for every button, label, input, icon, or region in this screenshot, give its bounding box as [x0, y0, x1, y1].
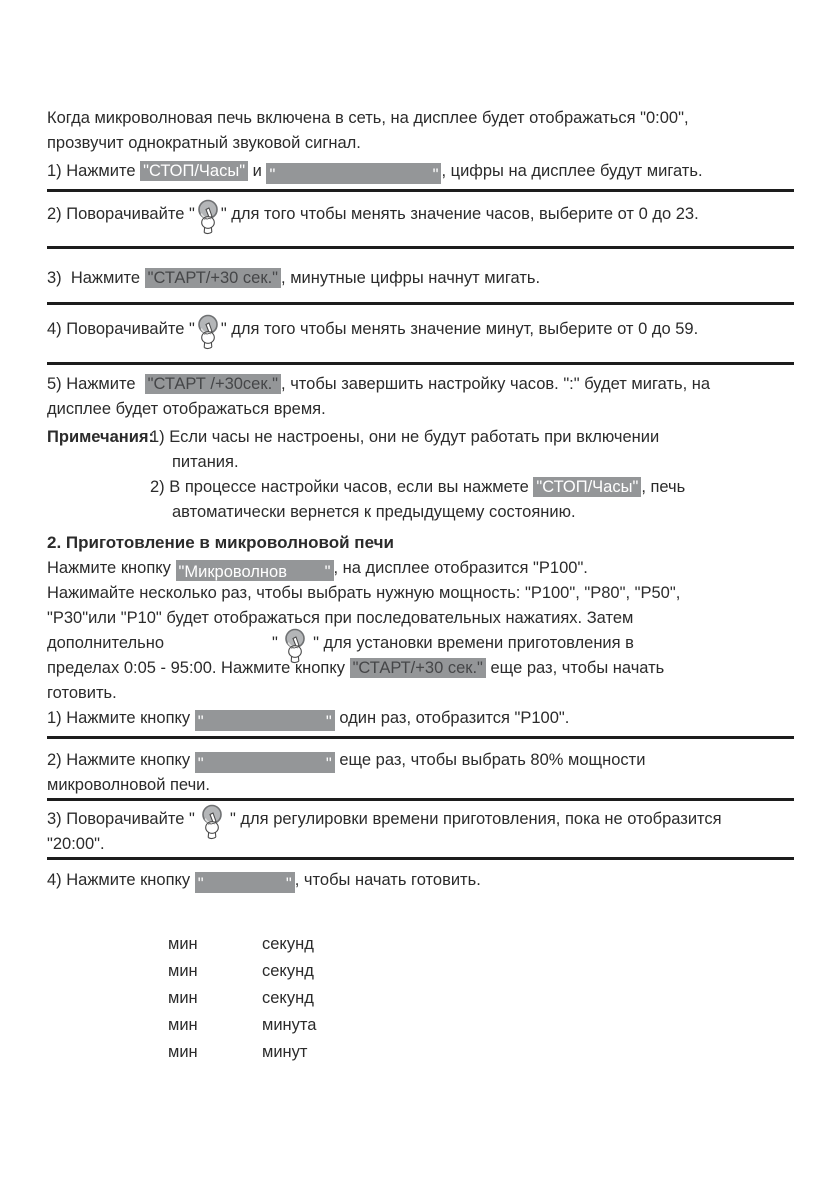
- clock-step-1: [47, 159, 794, 184]
- paragraph-line: Нажимайте несколько раз, чтобы выбрать нужную мощность: "P100", "P80", "P50",: [47, 584, 681, 602]
- step-text: 2) Поворачивайте ": [47, 205, 195, 223]
- word-cell: секунд: [262, 989, 314, 1007]
- note-text: питания.: [172, 453, 239, 471]
- quote-close: ": [325, 755, 332, 773]
- button-chip-blank: [195, 710, 335, 731]
- step-text: , цифры на дисплее будут мигать.: [441, 162, 703, 180]
- quote-close: ": [325, 713, 332, 731]
- divider: [47, 362, 794, 365]
- cook-step-2-wrap: микроволновой печи.: [47, 776, 210, 794]
- notes-label: Примечания:: [47, 428, 155, 446]
- step-text: и: [248, 162, 267, 180]
- cook-step-3-wrap: "20:00".: [47, 835, 105, 853]
- rotary-knob-icon: [282, 634, 308, 654]
- step-text: 3) Нажмите: [47, 269, 145, 287]
- step-text: , чтобы начать готовить.: [294, 871, 481, 889]
- divider: [47, 246, 794, 249]
- step-text: " для того чтобы менять значение минут, выберите от 0 до 59.: [220, 320, 699, 338]
- para-text: пределах 0:05 - 95:00. Нажмите кнопку: [47, 659, 350, 677]
- step-text: 1) Нажмите: [47, 162, 141, 180]
- intro-line-2: прозвучит однократный звуковой сигнал.: [47, 134, 361, 152]
- step-text: " для того чтобы менять значение часов, выберите от 0 до 23.: [220, 205, 699, 223]
- quote-close: ": [324, 563, 331, 581]
- cook-step-4: [47, 868, 794, 893]
- cook-step-3: [47, 807, 794, 832]
- word-cell: мин: [168, 989, 198, 1007]
- rotary-knob-icon: [195, 205, 221, 225]
- para-text: , на дисплее отобразится "P100".: [333, 559, 588, 577]
- word-row: [168, 931, 794, 958]
- notes-section: [47, 425, 794, 525]
- divider: [47, 189, 794, 192]
- paragraph-line: [47, 556, 794, 581]
- word-cell: мин: [168, 935, 198, 953]
- step-text: один раз, отобразится "P100".: [334, 709, 570, 727]
- word-row: [168, 958, 794, 985]
- button-chip-stop-clock: "СТОП/Часы": [533, 477, 641, 497]
- note-text: автоматически вернется к предыдущему состоянию.: [172, 503, 576, 521]
- para-text: еще раз, чтобы начать: [485, 659, 665, 677]
- paragraph-line: "P30"или "P10" будет отображаться при последовательных нажатиях. Затем: [47, 609, 634, 627]
- clock-step-5-wrap: дисплее будет отображаться время.: [47, 400, 326, 418]
- note-item-1: [150, 425, 794, 475]
- word-row: [168, 985, 794, 1012]
- divider: [47, 798, 794, 801]
- cook-step-1: [47, 706, 794, 731]
- intro-line-1: Когда микроволновая печь включена в сеть, на дисплее будет отображаться "0:00",: [47, 109, 689, 127]
- button-chip-stop-clock: "СТОП/Часы": [140, 161, 248, 181]
- button-chip-start-30s: "СТАРТ /+30сек.": [145, 374, 281, 394]
- rotary-knob-icon: [195, 320, 221, 340]
- word-cell: минута: [262, 1016, 317, 1034]
- para-text: для установки времени приготовления в: [323, 634, 634, 652]
- quote-open: ": [197, 875, 204, 893]
- clock-step-2: [47, 202, 794, 227]
- note-item-2: [150, 475, 794, 525]
- step-text: 4) Поворачивайте ": [47, 320, 195, 338]
- word-cell: мин: [168, 962, 198, 980]
- step-text: 5) Нажмите: [47, 375, 145, 393]
- button-chip-blank: [195, 752, 335, 773]
- divider: [47, 736, 794, 739]
- clock-step-3: [47, 266, 794, 291]
- step-text: , чтобы завершить настройку часов. ":" будет мигать, на: [281, 375, 711, 393]
- quote-close: ": [308, 634, 324, 652]
- word-cell: секунд: [262, 935, 314, 953]
- note-text: 1) Если часы не настроены, они не будут работать при включении: [150, 428, 660, 446]
- para-text: дополнительно: [47, 634, 165, 652]
- note-text: [150, 475, 794, 500]
- step-text: " для регулировки времени приготовления, пока не отобразится: [225, 810, 722, 828]
- word-cell: мин: [168, 1016, 198, 1034]
- step-text: еще раз, чтобы выбрать 80% мощности: [334, 751, 646, 769]
- button-chip-blank: [266, 163, 441, 184]
- note-text: 2) В процессе настройки часов, если вы нажмете: [150, 478, 534, 496]
- button-chip-start-30s: "СТАРТ/+30 сек.": [145, 268, 281, 288]
- rotary-knob-icon: [199, 810, 225, 830]
- step-text: , минутные цифры начнут мигать.: [281, 269, 541, 287]
- clock-step-4: [47, 317, 794, 342]
- button-chip-microwave: [176, 560, 334, 581]
- step-text: 4) Нажмите кнопку: [47, 871, 195, 889]
- button-chip-blank: [195, 872, 295, 893]
- quote-open: ": [197, 713, 204, 731]
- paragraph-line: готовить.: [47, 684, 117, 702]
- quote-close: ": [432, 166, 439, 184]
- step-text: 3) Поворачивайте ": [47, 810, 200, 828]
- divider: [47, 857, 794, 860]
- cook-step-2: [47, 748, 794, 773]
- quote-open: ": [269, 166, 276, 184]
- clock-step-5: [47, 372, 794, 397]
- chip-label: "Микроволнов: [178, 563, 287, 581]
- section-heading: 2. Приготовление в микроволновой печи: [47, 533, 394, 552]
- step-text: 1) Нажмите кнопку: [47, 709, 195, 727]
- word-cell: мин: [168, 1043, 198, 1061]
- divider: [47, 302, 794, 305]
- quote-open: ": [272, 634, 283, 652]
- word-cell: секунд: [262, 962, 314, 980]
- word-cell: минут: [262, 1043, 308, 1061]
- step-text: 2) Нажмите кнопку: [47, 751, 195, 769]
- para-text: Нажмите кнопку: [47, 559, 176, 577]
- quote-close: ": [285, 875, 292, 893]
- paragraph-line: [47, 631, 794, 656]
- quote-open: ": [197, 755, 204, 773]
- word-row: [168, 1039, 794, 1066]
- button-chip-start-30s: "СТАРТ/+30 сек.": [350, 658, 486, 678]
- note-text: , печь: [641, 478, 686, 496]
- word-row: [168, 1012, 794, 1039]
- paragraph-line: [47, 656, 794, 681]
- units-word-list: [168, 931, 794, 1066]
